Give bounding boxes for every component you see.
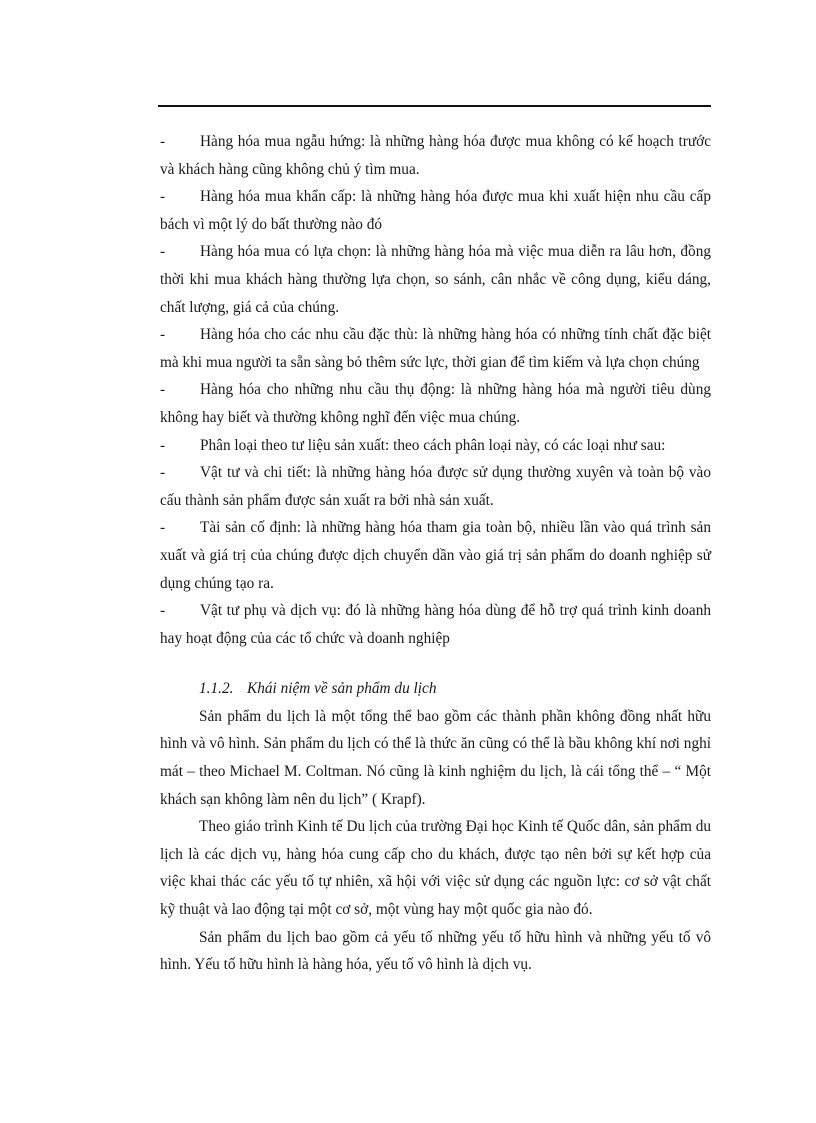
bullet-item bbox=[160, 459, 711, 514]
body-paragraph: Sản phẩm du lịch là một tổng thể bao gồm các thành phần không đồng nhất hữu hình và vô hình. Sản phẩm du lịch có thể là thức ăn cũng có thể là bầu không khí nơi nghỉ mát – theo Michael M. Coltman. Nó cũng là kinh nghiệm du lịch, là cái tổng thể – “ Một khách sạn không làm nên du lịch” ( Krapf). bbox=[160, 707, 711, 808]
bullet-text: Tài sản cố định: là những hàng hóa tham gia toàn bộ, nhiều lần vào quá trình sản xuất và giá trị của chúng được dịch chuyển dần vào giá trị sản phẩm do doanh nghiệp sử dụng chúng tạo ra. bbox=[160, 519, 711, 592]
body-paragraph: Sản phẩm du lịch bao gồm cả yếu tố những yếu tố hữu hình và những yếu tố vô hình. Yếu tố hữu hình là hàng hóa, yếu tố vô hình là dịch vụ. bbox=[160, 928, 711, 974]
bullet-item bbox=[160, 238, 711, 321]
bullet-item bbox=[160, 321, 711, 376]
bullet-dash: - bbox=[160, 436, 166, 454]
bullet-dash: - bbox=[160, 243, 166, 261]
bullet-item bbox=[160, 183, 711, 238]
bullet-item bbox=[160, 376, 711, 431]
bullet-text: Hàng hóa cho những nhu cầu thụ động: là những hàng hóa mà người tiêu dùng không hay biết và thường không nghĩ đến việc mua chúng. bbox=[160, 381, 711, 426]
bullet-dash: - bbox=[160, 602, 166, 620]
bullet-text: Phân loại theo tư liệu sản xuất: theo cách phân loại này, có các loại như sau: bbox=[200, 436, 666, 454]
bullet-item bbox=[160, 128, 711, 183]
section-number: 1.1.2. bbox=[199, 680, 234, 698]
bullet-dash: - bbox=[160, 133, 166, 150]
bullet-text: Vật tư phụ và dịch vụ: đó là những hàng hóa dùng để hỗ trợ quá trình kinh doanh hay hoạt động của các tổ chức và doanh nghiệp bbox=[160, 602, 711, 647]
bullet-item bbox=[160, 432, 711, 460]
bullet-dash: - bbox=[160, 326, 166, 344]
bullet-text: Vật tư và chi tiết: là những hàng hóa được sử dụng thường xuyên và toàn bộ vào cấu thành sản phẩm được sản xuất ra bởi nhà sản xuất. bbox=[160, 464, 711, 509]
bullet-item bbox=[160, 514, 711, 597]
header-rule bbox=[158, 105, 711, 107]
body-paragraph: Theo giáo trình Kinh tế Du lịch của trường Đại học Kinh tế Quốc dân, sản phẩm du lịch là các dịch vụ, hàng hóa cung cấp cho du khách, được tạo nên bởi sự kết hợp của việc khai thác các yếu tố tự nhiên, xã hội với việc sử dụng các nguồn lực: cơ sở vật chất kỹ thuật và lao động tại một cơ sở, một vùng hay một quốc gia nào đó. bbox=[160, 818, 711, 919]
section-title: Khái niệm về sản phẩm du lịch bbox=[247, 680, 437, 698]
bullet-text: Hàng hóa mua có lựa chọn: là những hàng hóa mà việc mua diễn ra lâu hơn, đồng thời khi mua khách hàng thường lựa chọn, so sánh, cân nhắc về công dụng, kiểu dáng, chất lượng, giá cả của chúng. bbox=[160, 243, 711, 316]
bullet-dash: - bbox=[160, 381, 166, 399]
bullet-dash: - bbox=[160, 519, 166, 537]
bullet-dash: - bbox=[160, 464, 166, 482]
section-heading bbox=[160, 675, 711, 703]
bullet-text: Hàng hóa cho các nhu cầu đặc thù: là những hàng hóa có những tính chất đặc biệt mà khi mua người ta sẵn sàng bỏ thêm sức lực, thời gian để tìm kiếm và lựa chọn chúng bbox=[160, 326, 711, 371]
bullet-text: Hàng hóa mua ngẫu hứng: là những hàng hóa được mua không có kế hoạch trước và khách hàng cũng không chủ ý tìm mua. bbox=[160, 133, 711, 178]
document-body bbox=[160, 128, 711, 979]
bullet-item bbox=[160, 597, 711, 652]
bullet-text: Hàng hóa mua khẩn cấp: là những hàng hóa được mua khi xuất hiện nhu cầu cấp bách vì một lý do bất thường nào đó bbox=[160, 188, 711, 233]
bullet-dash: - bbox=[160, 188, 166, 206]
